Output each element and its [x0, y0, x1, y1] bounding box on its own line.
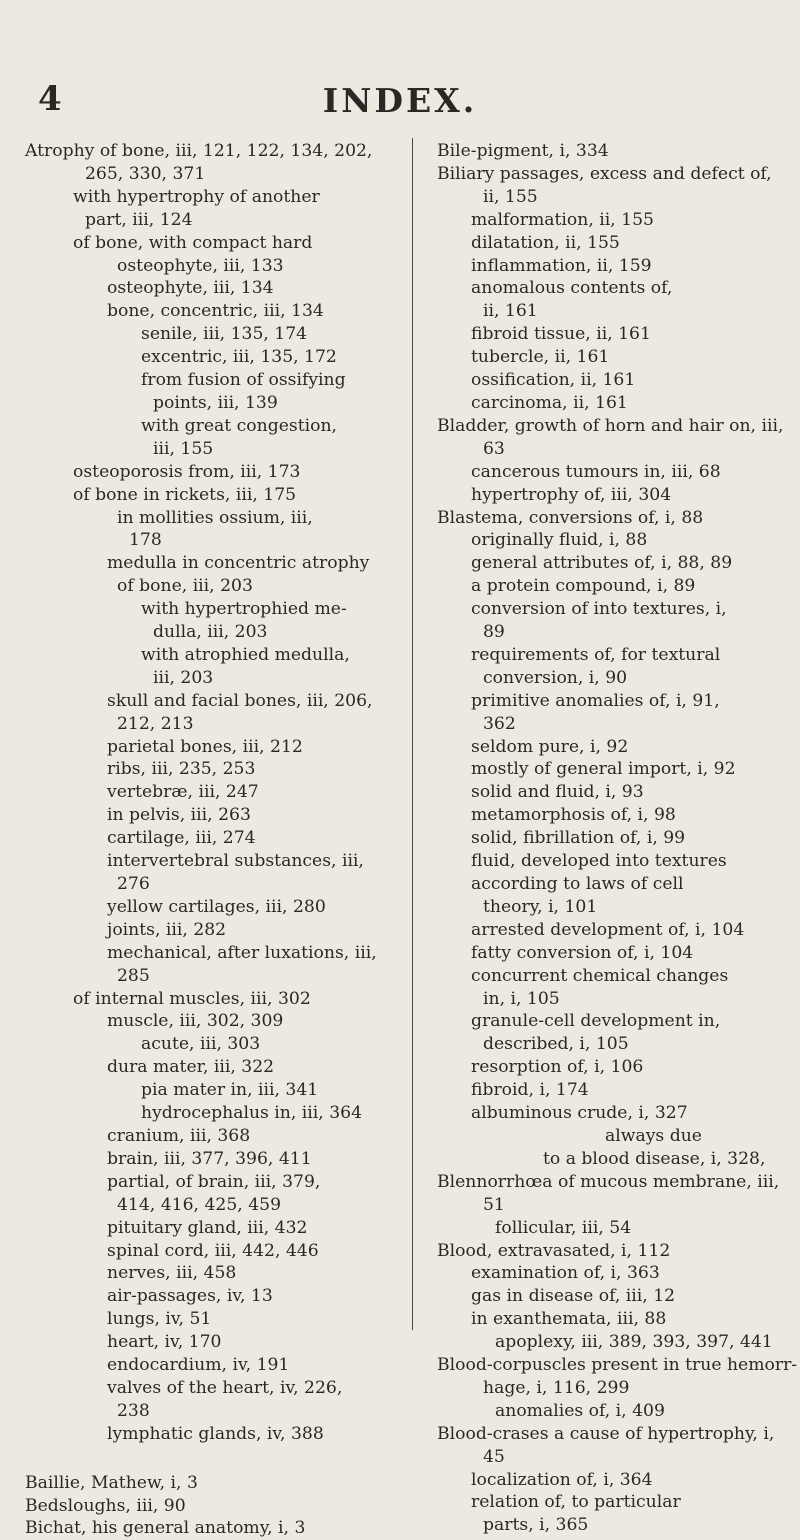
index-subentry: from fusion of ossifying [141, 370, 346, 391]
column-divider [412, 138, 413, 1330]
index-subentry: relation of, to particular [471, 1492, 681, 1513]
index-subentry: in mollities ossium, iii, [117, 507, 313, 528]
index-subentry: apoplexy, iii, 389, 393, 397, 441 [495, 1332, 773, 1353]
index-subentry: dilatation, ii, 155 [471, 232, 620, 253]
index-entry-heading: Biliary passages, excess and defect of, [437, 163, 772, 184]
index-subentry: primitive anomalies of, i, 91, [471, 690, 720, 711]
index-subentry: parietal bones, iii, 212 [107, 736, 303, 757]
index-subentry: in, i, 105 [483, 988, 560, 1009]
index-subentry: 178 [129, 530, 162, 551]
index-subentry: tubercle, ii, 161 [471, 347, 610, 368]
index-subentry: requirements of, for textural [471, 644, 721, 665]
index-subentry: valves of the heart, iv, 226, [107, 1377, 343, 1398]
index-subentry: iii, 155 [153, 438, 214, 459]
index-subentry: concurrent chemical changes [471, 965, 729, 986]
index-entry-heading: Blood-crases a cause of hypertrophy, i, [437, 1423, 775, 1444]
index-subentry: vertebræ, iii, 247 [107, 782, 259, 803]
index-subentry: with atrophied medulla, [141, 644, 350, 665]
entry-gap [25, 1446, 400, 1472]
index-subentry: inflammation, ii, 159 [471, 255, 652, 276]
index-subentry: excentric, iii, 135, 172 [141, 347, 337, 368]
index-subentry: of bone in rickets, iii, 175 [73, 484, 297, 505]
index-subentry: 276 [117, 874, 150, 894]
index-subentry: to a blood disease, i, 328, [543, 1148, 766, 1169]
index-subentry: osteoporosis from, iii, 173 [73, 461, 301, 482]
index-subentry: skull and facial bones, iii, 206, [107, 690, 373, 711]
index-subentry: localization of, i, 364 [471, 1469, 653, 1490]
index-subentry: theory, i, 101 [483, 896, 598, 917]
index-subentry: of bone, with compact hard [73, 232, 313, 253]
index-entry-heading: Baillie, Mathew, i, 3 [25, 1472, 198, 1493]
index-subentry: osteophyte, iii, 133 [117, 255, 284, 276]
index-subentry: fluid, developed into textures [471, 851, 727, 872]
index-subentry: with hypertrophied me- [141, 599, 347, 620]
page-number: 4 [38, 79, 62, 119]
index-subentry: ii, 161 [483, 301, 538, 322]
index-subentry: medulla in concentric atrophy [107, 553, 370, 574]
index-subentry: 45 [483, 1446, 505, 1467]
index-subentry: fatty conversion of, i, 104 [471, 942, 694, 963]
index-subentry: follicular, iii, 54 [495, 1217, 632, 1238]
index-entry-heading: Blastema, conversions of, i, 88 [437, 507, 704, 528]
index-entry-heading: Blennorrhœa of mucous membrane, iii, [437, 1171, 780, 1192]
index-subentry: anomalous contents of, [471, 278, 673, 299]
index-subentry: points, iii, 139 [153, 392, 278, 413]
index-subentry: granule-cell development in, [471, 1011, 721, 1032]
index-subentry: endocardium, iv, 191 [107, 1355, 290, 1376]
index-subentry: 285 [117, 965, 150, 986]
index-subentry: 238 [117, 1400, 150, 1421]
index-entry-heading: Bichat, his general anatomy, i, 3 [25, 1518, 306, 1539]
index-subentry: pia mater in, iii, 341 [141, 1080, 319, 1101]
index-subentry: hydrocephalus in, iii, 364 [141, 1103, 363, 1124]
index-subentry: solid and fluid, i, 93 [471, 782, 644, 803]
index-subentry: cancerous tumours in, iii, 68 [471, 461, 721, 482]
index-subentry: heart, iv, 170 [107, 1332, 222, 1353]
index-subentry: parts, i, 365 [483, 1515, 589, 1536]
index-subentry: resorption of, i, 106 [471, 1057, 644, 1078]
index-subentry: carcinoma, ii, 161 [471, 392, 628, 413]
index-subentry: malformation, ii, 155 [471, 209, 654, 230]
index-subentry: spinal cord, iii, 442, 446 [107, 1240, 319, 1261]
page-title: INDEX. [322, 81, 478, 120]
index-subentry: of bone, iii, 203 [117, 576, 253, 597]
index-subentry: anomalies of, i, 409 [495, 1400, 665, 1421]
index-subentry: 414, 416, 425, 459 [117, 1194, 282, 1215]
index-subentry: examination of, i, 363 [471, 1263, 660, 1284]
index-subentry: ribs, iii, 235, 253 [107, 759, 256, 780]
index-subentry: ossification, ii, 161 [471, 370, 636, 391]
index-subentry: mostly of general import, i, 92 [471, 759, 736, 780]
index-subentry: metamorphosis of, i, 98 [471, 805, 676, 826]
index-subentry: partial, of brain, iii, 379, [107, 1171, 321, 1192]
index-subentry: nerves, iii, 458 [107, 1263, 237, 1284]
index-entry-heading: Bile-pigment, i, 334 [437, 141, 609, 161]
index-subentry: general attributes of, i, 88, 89 [471, 553, 733, 574]
index-subentry: senile, iii, 135, 174 [141, 324, 308, 345]
index-subentry: arrested development of, i, 104 [471, 919, 745, 940]
index-subentry: yellow cartilages, iii, 280 [107, 896, 326, 917]
index-subentry: intervertebral substances, iii, [107, 851, 364, 872]
index-subentry: brain, iii, 377, 396, 411 [107, 1148, 312, 1169]
index-entry-heading: Bedsloughs, iii, 90 [25, 1495, 186, 1516]
index-entry-heading: Bladder, growth of horn and hair on, iii, [437, 415, 784, 436]
index-subentry: cranium, iii, 368 [107, 1125, 251, 1146]
index-subentry: conversion of into textures, i, [471, 599, 727, 620]
right-index-column [437, 140, 798, 1537]
index-subentry: mechanical, after luxations, iii, [107, 942, 377, 963]
index-subentry: 89 [483, 622, 505, 643]
index-subentry: always due [605, 1125, 702, 1146]
index-subentry: 212, 213 [117, 713, 194, 734]
index-subentry: cartilage, iii, 274 [107, 828, 256, 849]
index-subentry: with hypertrophy of another [73, 186, 320, 207]
index-subentry: a protein compound, i, 89 [471, 576, 696, 597]
index-subentry: air-passages, iv, 13 [107, 1286, 273, 1307]
index-subentry: muscle, iii, 302, 309 [107, 1011, 284, 1032]
index-subentry: iii, 203 [153, 667, 214, 688]
index-entry-heading: Blood, extravasated, i, 112 [437, 1240, 671, 1261]
index-subentry: originally fluid, i, 88 [471, 530, 648, 551]
index-subentry: ii, 155 [483, 186, 538, 207]
index-subentry: hypertrophy of, iii, 304 [471, 484, 672, 505]
index-entry-heading: Atrophy of bone, iii, 121, 122, 134, 202, [25, 141, 373, 161]
index-subentry: acute, iii, 303 [141, 1034, 261, 1055]
index-subentry: according to laws of cell [471, 874, 684, 894]
index-subentry: seldom pure, i, 92 [471, 736, 629, 757]
index-subentry: described, i, 105 [483, 1034, 629, 1055]
index-subentry: part, iii, 124 [85, 209, 193, 230]
index-subentry: fibroid tissue, ii, 161 [471, 324, 651, 345]
index-subentry: 63 [483, 438, 505, 459]
index-subentry: gas in disease of, iii, 12 [471, 1286, 676, 1307]
index-subentry: with great congestion, [141, 415, 337, 436]
index-subentry: of internal muscles, iii, 302 [73, 988, 311, 1009]
index-subentry: fibroid, i, 174 [471, 1080, 589, 1101]
index-subentry: in exanthemata, iii, 88 [471, 1309, 667, 1330]
index-subentry: in pelvis, iii, 263 [107, 805, 251, 826]
index-subentry: bone, concentric, iii, 134 [107, 301, 324, 322]
index-subentry: hage, i, 116, 299 [483, 1377, 630, 1398]
index-subentry: lymphatic glands, iv, 388 [107, 1423, 324, 1444]
index-subentry: osteophyte, iii, 134 [107, 278, 274, 299]
index-subentry: conversion, i, 90 [483, 667, 628, 688]
index-subentry: dura mater, iii, 322 [107, 1057, 275, 1078]
index-subentry: 362 [483, 713, 516, 734]
index-subentry: solid, fibrillation of, i, 99 [471, 828, 686, 849]
index-subentry: 265, 330, 371 [85, 163, 206, 184]
index-subentry: pituitary gland, iii, 432 [107, 1217, 308, 1238]
index-subentry: albuminous crude, i, 327 [471, 1103, 688, 1124]
index-subentry: 51 [483, 1194, 505, 1215]
index-subentry: lungs, iv, 51 [107, 1309, 212, 1330]
index-subentry: joints, iii, 282 [107, 919, 227, 940]
index-subentry: dulla, iii, 203 [153, 622, 268, 643]
index-entry-heading: Blood-corpuscles present in true hemorr- [437, 1355, 798, 1376]
left-index-column [25, 140, 400, 1540]
